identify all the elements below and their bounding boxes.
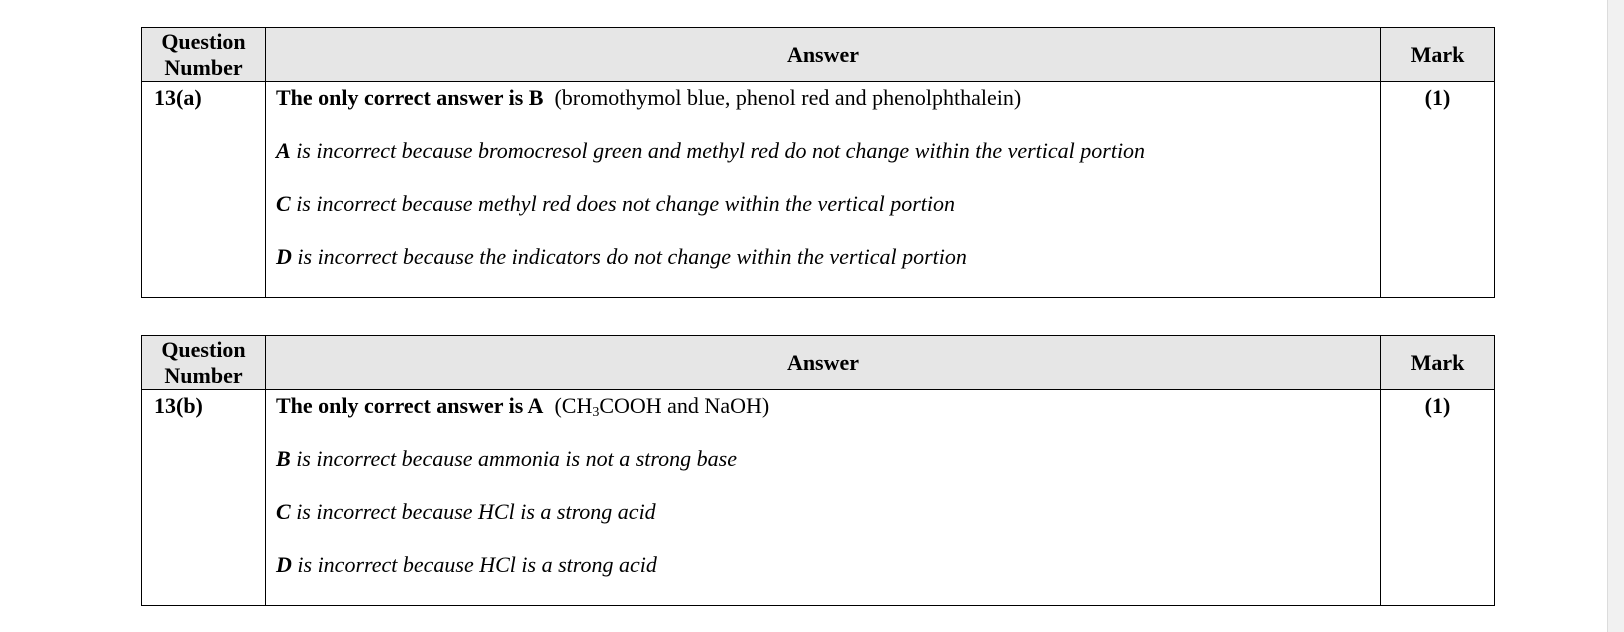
correct-answer-line xyxy=(276,85,1370,138)
correct-answer-label: The only correct answer is A xyxy=(276,393,544,418)
reason-line xyxy=(276,191,1370,244)
table-header-row xyxy=(142,336,1495,390)
reason-line xyxy=(276,244,1370,297)
reason-text: is incorrect because the indicators do not change within the vertical portion xyxy=(291,244,967,269)
reason-line xyxy=(276,552,1370,605)
reason-line xyxy=(276,138,1370,191)
reason-letter: D xyxy=(276,244,292,269)
mark-cell: (1) xyxy=(1381,390,1495,606)
reason-text: is incorrect because HCl is a strong acid xyxy=(290,499,656,524)
reason-letter: A xyxy=(276,138,291,163)
question-number-cell: 13(a) xyxy=(142,82,266,298)
answer-cell xyxy=(266,82,1381,298)
correct-answer-detail-subscript: 3 xyxy=(592,405,600,420)
answer-cell xyxy=(266,390,1381,606)
question-number-cell: 13(b) xyxy=(142,390,266,606)
header-answer: Answer xyxy=(266,336,1381,390)
mark-scheme-table-13b xyxy=(141,335,1495,606)
table-row xyxy=(142,390,1495,606)
reason-text: is incorrect because methyl red does not change within the vertical portion xyxy=(290,191,956,216)
reason-letter: B xyxy=(276,446,291,471)
header-question-number: Question Number xyxy=(142,336,266,390)
correct-answer-line xyxy=(276,393,1370,446)
reason-line xyxy=(276,499,1370,552)
correct-answer-detail-post: COOH and NaOH) xyxy=(599,393,770,418)
reason-text: is incorrect because bromocresol green and methyl red do not change within the vertical portion xyxy=(290,138,1146,163)
vertical-scrollbar[interactable] xyxy=(1607,0,1624,632)
mark-scheme-table-13a xyxy=(141,27,1495,298)
reason-letter: D xyxy=(276,552,292,577)
header-mark: Mark xyxy=(1381,28,1495,82)
reason-line xyxy=(276,446,1370,499)
table-row xyxy=(142,82,1495,298)
header-question-number: Question Number xyxy=(142,28,266,82)
header-mark: Mark xyxy=(1381,336,1495,390)
correct-answer-label: The only correct answer is B xyxy=(276,85,544,110)
reason-text: is incorrect because HCl is a strong acid xyxy=(291,552,657,577)
correct-answer-detail-pre: (CH xyxy=(554,393,593,418)
reason-letter: C xyxy=(276,191,291,216)
correct-answer-detail: (bromothymol blue, phenol red and phenolphthalein) xyxy=(554,85,1022,110)
table-header-row xyxy=(142,28,1495,82)
header-answer: Answer xyxy=(266,28,1381,82)
mark-cell: (1) xyxy=(1381,82,1495,298)
reason-letter: C xyxy=(276,499,291,524)
reason-text: is incorrect because ammonia is not a strong base xyxy=(290,446,737,471)
